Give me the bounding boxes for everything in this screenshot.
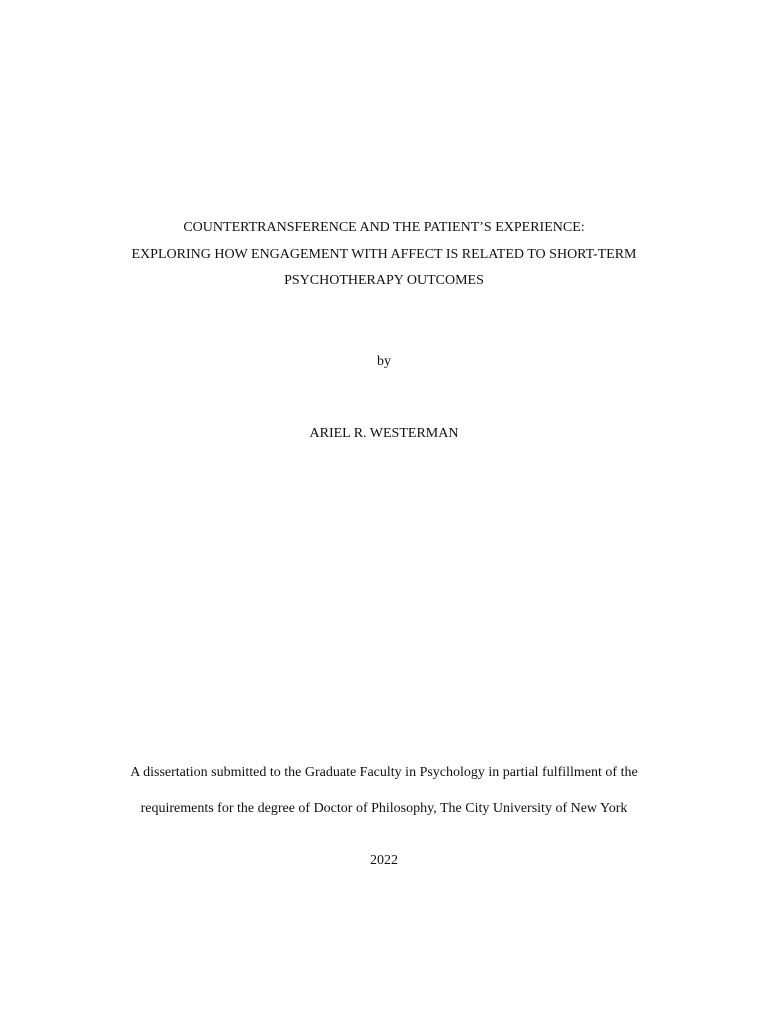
submission-statement-line-2: requirements for the degree of Doctor of Philosophy, The City University of New York — [140, 801, 628, 816]
byline: by — [377, 354, 391, 369]
submission-statement-line-1: A dissertation submitted to the Graduate Faculty in Psychology in partial fulfillment of the — [130, 765, 638, 780]
title-line-1: COUNTERTRANSFERENCE AND THE PATIENT’S EXPERIENCE: — [183, 220, 585, 235]
author-name: ARIEL R. WESTERMAN — [309, 426, 459, 441]
title-line-2: EXPLORING HOW ENGAGEMENT WITH AFFECT IS RELATED TO SHORT-TERM — [131, 247, 637, 262]
year: 2022 — [370, 853, 398, 868]
title-line-3: PSYCHOTHERAPY OUTCOMES — [284, 273, 484, 288]
